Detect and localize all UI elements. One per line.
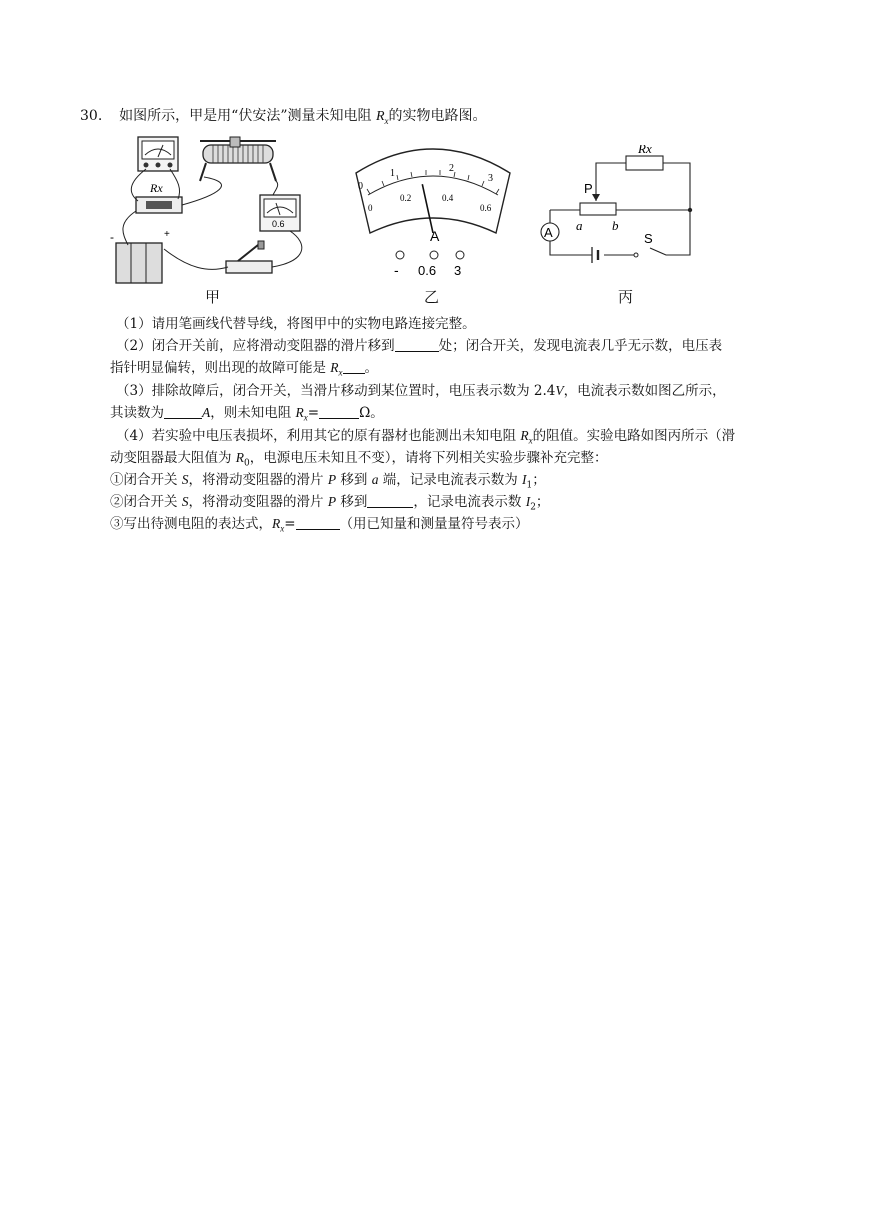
terminal-3: 3 <box>454 263 462 278</box>
part-2-line-1 <box>116 336 722 356</box>
blank-current-reading[interactable] <box>164 404 202 419</box>
end-b-label: b <box>612 218 619 233</box>
schematic-rx <box>626 156 663 170</box>
bottom-scale-0: 0 <box>368 203 373 213</box>
step-1-current-sub: 1 <box>526 480 533 491</box>
figure-bing-schematic <box>538 145 713 285</box>
schematic-rheostat <box>580 203 616 215</box>
figure-bing-label: 丙 <box>618 288 634 306</box>
ammeter-device <box>260 195 300 231</box>
part-4-rx-sub: x <box>528 435 533 446</box>
step-1-text-a: ①闭合开关 <box>110 472 182 488</box>
step-1-text-b: ，将滑动变阻器的滑片 <box>188 472 328 488</box>
slider-label: P <box>584 181 593 196</box>
part-3-amp-unit: A <box>202 405 211 420</box>
battery-minus: - <box>110 230 114 244</box>
top-scale-3: 3 <box>488 173 493 184</box>
schematic-ammeter-label: A <box>544 225 553 240</box>
rx-device-label: Rx <box>150 181 163 195</box>
step-3-text-c: （用已知量和测量量符号表示） <box>339 516 529 532</box>
part-4-text-d: ，电源电压未知且不变），请将下列相关实验步骤补充完整： <box>249 450 608 466</box>
battery-plus: + <box>164 229 170 240</box>
step-3-rx-sub: x <box>280 523 285 534</box>
step-2-current-sub: 2 <box>530 502 536 513</box>
step-1-text-d: 端，记录电流表示数为 <box>378 472 523 488</box>
part-2-text-c: 指针明显偏转，则出现的故障可能是 <box>110 360 331 376</box>
figure-jia-circuit <box>108 133 323 293</box>
step-2-switch: S <box>181 494 189 509</box>
question-title <box>80 106 487 131</box>
step-2-text-e: ； <box>535 494 550 510</box>
question-number: 30. <box>80 108 103 124</box>
slider-arrow <box>592 194 600 201</box>
part-3-text-b: ，电流表示数如图乙所示， <box>563 383 726 399</box>
step-2-text-b: ，将滑动变阻器的滑片 <box>188 494 328 510</box>
schematic-wires <box>550 163 690 255</box>
blank-slider-position[interactable] <box>395 337 439 352</box>
junction-dot <box>688 208 692 212</box>
blank-fault[interactable] <box>343 359 365 374</box>
step-2-text-a: ②闭合开关 <box>110 494 182 510</box>
step-1-current: I <box>522 472 527 487</box>
part-4-text-a: （4）若实验中电压表损坏，利用其它的原有器材也能测出未知电阻 <box>116 428 521 444</box>
part-2-text-d: 。 <box>364 360 379 376</box>
part-3-line-1 <box>116 381 726 401</box>
step-3-rx: R <box>272 516 281 531</box>
part-3-text-d: ，则未知电阻 <box>210 405 296 421</box>
part-3-volt-unit: V <box>555 383 564 398</box>
terminal-06: 0.6 <box>418 263 437 278</box>
step-3-equals: = <box>284 516 296 532</box>
rx-symbol: R <box>375 109 385 124</box>
step-3 <box>110 514 529 539</box>
part-2-rx: R <box>330 360 339 375</box>
step-2-text-c: 移到 <box>336 494 368 510</box>
schematic-rx-label: Rx <box>638 145 652 156</box>
blank-slider-end[interactable] <box>367 493 413 508</box>
part-1-text: （1）请用笔画线代替导线，将图甲中的实物电路连接完整。 <box>116 316 476 332</box>
part-3-rx: R <box>295 405 304 420</box>
top-scale-2: 2 <box>449 163 454 174</box>
part-2-line-2 <box>110 358 378 383</box>
top-scale-0: 0 <box>358 181 363 192</box>
part-3-line-2 <box>110 403 384 428</box>
part-4-r0-sub: 0 <box>244 458 250 469</box>
step-1-switch: S <box>181 472 189 487</box>
figure-jia-label: 甲 <box>205 288 221 306</box>
figures-area <box>108 133 708 305</box>
step-1-text-c: 移到 <box>336 472 372 488</box>
part-4-text-c: 动变阻器最大阻值为 <box>110 450 236 466</box>
part-3-text-a: （3）排除故障后，闭合开关，当滑片移动到某位置时，电压表示数为 2.4 <box>116 383 556 399</box>
step-1-end: a <box>371 472 379 487</box>
part-2-rx-sub: x <box>338 367 343 378</box>
figure-yi-label: 乙 <box>424 288 440 306</box>
ammeter-range: 0.6 <box>272 219 285 229</box>
rheostat-device <box>200 137 276 181</box>
figure-yi-dial <box>348 133 518 293</box>
bottom-scale-2: 0.4 <box>442 193 454 203</box>
step-1-slider: P <box>327 472 337 487</box>
question-intro-b: 的实物电路图。 <box>388 108 487 124</box>
dial-terminals <box>396 251 464 259</box>
step-2-text-d: ，记录电流表示数 <box>413 494 526 510</box>
part-4-line-1 <box>116 426 735 451</box>
part-3-equals: = <box>307 405 320 421</box>
bottom-scale-3: 0.6 <box>480 203 492 213</box>
dial-unit: A <box>430 228 440 244</box>
end-a-label: a <box>576 218 583 233</box>
part-1 <box>116 314 476 334</box>
part-3-rx-sub: x <box>303 412 308 423</box>
rx-subscript: x <box>384 115 389 126</box>
part-4-text-b: 的阻值。实验电路如图丙所示（滑 <box>532 428 736 444</box>
terminal-minus: - <box>394 262 399 278</box>
part-4-rx: R <box>520 428 529 443</box>
part-4-r0: R <box>235 450 245 465</box>
step-1-text-e: ； <box>532 472 546 488</box>
part-3-text-c: 其读数为 <box>110 405 164 421</box>
voltmeter-device <box>138 137 178 171</box>
part-2-text-a: （2）闭合开关前，应将滑动变阻器的滑片移到 <box>116 338 395 354</box>
blank-resistance[interactable] <box>319 404 359 419</box>
switch-device <box>226 241 272 273</box>
top-scale-1: 1 <box>390 168 395 179</box>
step-2-slider: P <box>327 494 337 509</box>
step-3-text-a: ③写出待测电阻的表达式， <box>110 516 272 532</box>
part-3-ohm: Ω。 <box>359 405 384 421</box>
schematic-battery <box>592 247 598 263</box>
step-2-current: I <box>525 494 531 509</box>
switch-contact <box>634 253 638 257</box>
battery-device <box>110 229 170 283</box>
resistor-rx-device <box>136 181 182 213</box>
blank-expression[interactable] <box>296 515 340 530</box>
schematic-switch-label: S <box>644 231 653 246</box>
question-intro-a: 如图所示，甲是用“伏安法”测量未知电阻 <box>119 108 376 124</box>
part-2-text-b: 处；闭合开关，发现电流表几乎无示数，电压表 <box>438 338 723 354</box>
bottom-scale-1: 0.2 <box>400 193 412 203</box>
